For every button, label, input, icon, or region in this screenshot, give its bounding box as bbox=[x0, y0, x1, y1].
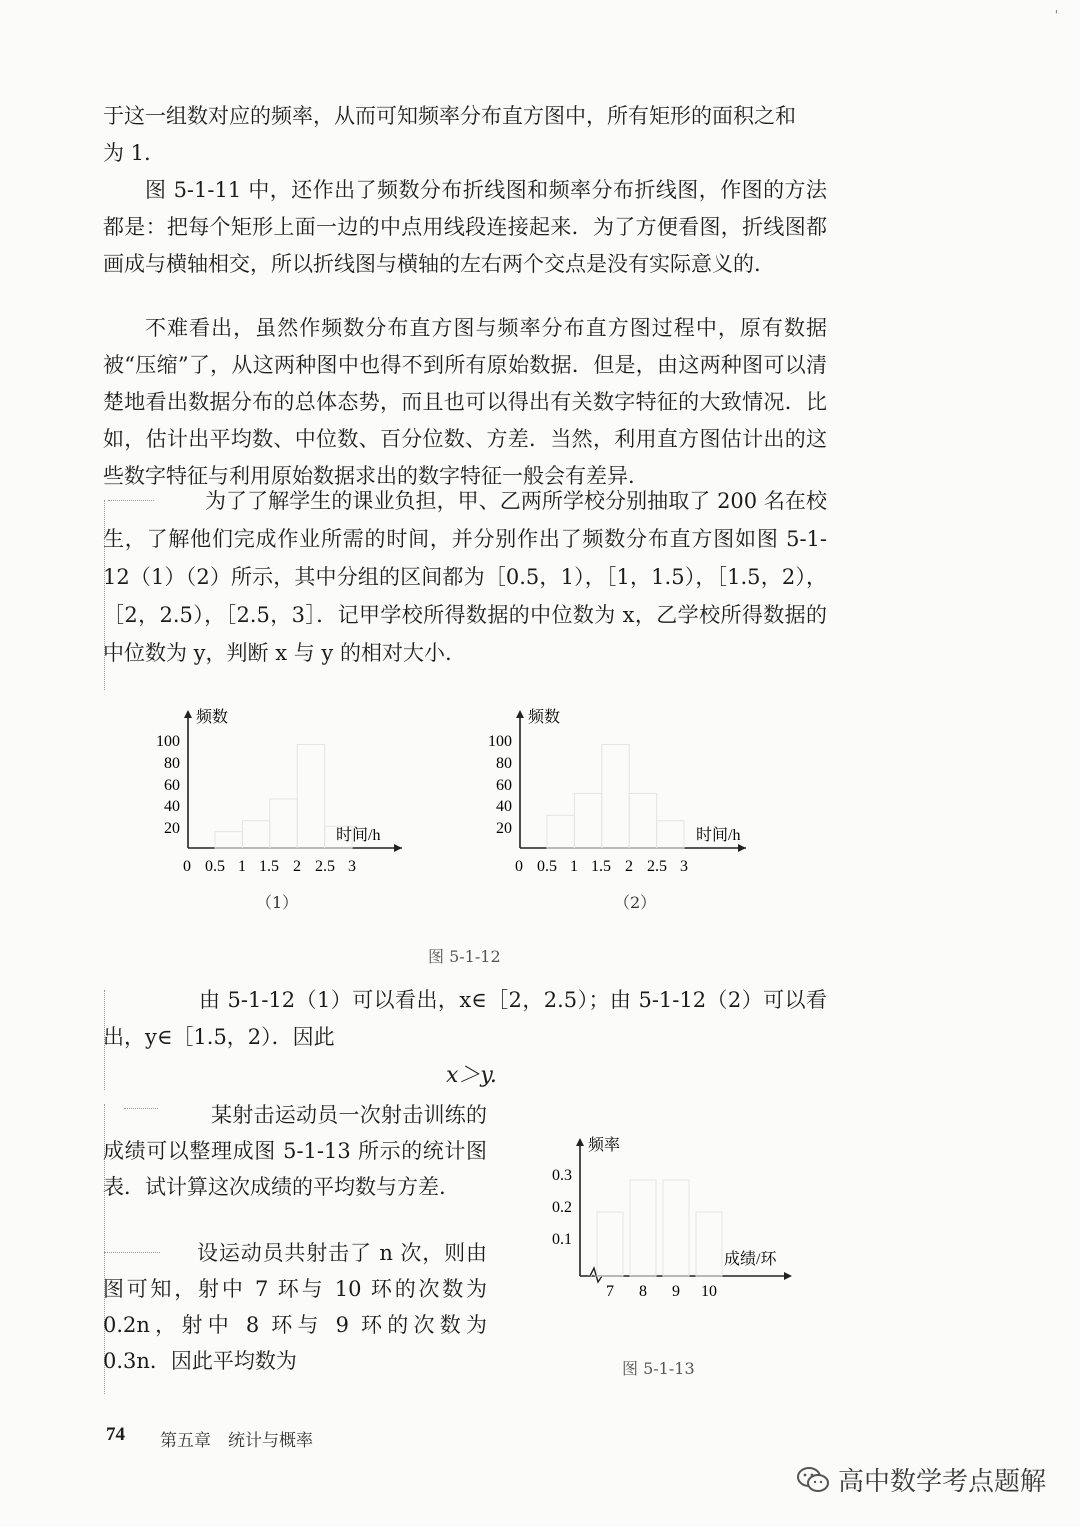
solution-2-text: 设运动员共射击了 n 次，则由图可知，射中 7 环与 10 环的次数为 0.2n，射中 8 环与 9 环的次数为 0.3n．因此平均数为 bbox=[103, 1241, 487, 1373]
histogram-bar bbox=[663, 1180, 689, 1276]
x-tick-0.5: 0.5 bbox=[537, 858, 557, 875]
example-2-text: 某射击运动员一次射击训练的成绩可以整理成图 5-1-13 所示的统计图表．试计算这次成绩的平均数与方差. bbox=[103, 1103, 487, 1199]
bars-chart-2 bbox=[547, 744, 684, 848]
wechat-icon bbox=[796, 1466, 830, 1494]
page-number: 74 bbox=[106, 1424, 125, 1445]
figure-5-1-12-sublabel-1: （1） bbox=[256, 893, 299, 912]
figure-5-1-12 bbox=[140, 700, 780, 880]
paragraph-2 bbox=[103, 172, 827, 283]
x-axis-label: 成绩/环 bbox=[724, 1251, 777, 1268]
x-axis-arrow bbox=[394, 844, 402, 852]
y-axis-label: 频数 bbox=[196, 709, 229, 726]
y-tick-80: 80 bbox=[164, 755, 180, 772]
y-tick-100: 100 bbox=[488, 733, 512, 750]
x-tick-3: 3 bbox=[348, 858, 356, 875]
histogram-bar bbox=[297, 744, 324, 848]
x-axis-label: 时间/h bbox=[696, 827, 741, 844]
y-tick-40: 40 bbox=[164, 798, 180, 815]
x-tick-10: 10 bbox=[701, 1283, 717, 1300]
histogram-bar bbox=[696, 1212, 722, 1276]
x-tick-0: 0 bbox=[183, 858, 191, 875]
y-tick-80: 80 bbox=[496, 755, 512, 772]
histogram-bar bbox=[242, 821, 269, 848]
paragraph-1-line-2: 为 1. bbox=[103, 141, 151, 165]
y-tick-0.3: 0.3 bbox=[552, 1167, 572, 1184]
histogram-bar bbox=[630, 1180, 656, 1276]
histogram-bar bbox=[215, 832, 242, 848]
paragraph-3 bbox=[103, 310, 827, 495]
y-tick-60: 60 bbox=[496, 777, 512, 794]
histogram-bar bbox=[547, 815, 574, 848]
x-tick-1: 1 bbox=[570, 858, 578, 875]
x-tick-8: 8 bbox=[639, 1283, 647, 1300]
x-axis-label: 时间/h bbox=[336, 827, 381, 844]
y-tick-100: 100 bbox=[156, 733, 180, 750]
corner-mark: ' bbox=[1054, 8, 1058, 22]
y-tick-20: 20 bbox=[496, 820, 512, 837]
watermark bbox=[796, 1461, 1046, 1498]
y-axis-arrow bbox=[184, 710, 192, 718]
chapter-title: 第五章 统计与概率 bbox=[160, 1431, 313, 1451]
y-tick-60: 60 bbox=[164, 777, 180, 794]
figure-5-1-13 bbox=[540, 1130, 800, 1310]
histogram-bar bbox=[270, 799, 297, 848]
histogram-bar bbox=[657, 821, 684, 848]
figure-5-1-13-caption: 图 5-1-13 bbox=[622, 1359, 695, 1378]
paragraph-1-line-1: 于这一组数对应的频率，从而可知频率分布直方图中，所有矩形的面积之和 bbox=[103, 104, 796, 128]
x-tick-2: 2 bbox=[293, 858, 301, 875]
example-2 bbox=[103, 1097, 487, 1205]
y-tick-0.2: 0.2 bbox=[552, 1199, 572, 1216]
paragraph-2-text: 图 5-1-11 中，还作出了频数分布折线图和频率分布折线图，作图的方法都是：把每个矩形上面一边的中点用线段连接起来．为了方便看图，折线图都画成与横轴相交，所以折线图与横轴的左右两个交点是没有实际意义的. bbox=[103, 178, 827, 276]
solution-1 bbox=[103, 982, 827, 1056]
y-axis-label: 频率 bbox=[588, 1137, 621, 1154]
y-axis-label: 频数 bbox=[528, 709, 561, 726]
y-tick-20: 20 bbox=[164, 820, 180, 837]
x-tick-7: 7 bbox=[606, 1283, 614, 1300]
x-tick-0: 0 bbox=[515, 858, 523, 875]
bars-chart-3 bbox=[597, 1180, 722, 1276]
x-tick-1.5: 1.5 bbox=[591, 858, 611, 875]
chart-5-1-12-2 bbox=[488, 708, 746, 875]
paragraph-1 bbox=[103, 98, 827, 172]
example-1-text: 为了了解学生的课业负担，甲、乙两所学校分别抽取了 200 名在校生，了解他们完成作业所需的时间，并分别作出了频数分布直方图如图 5-1-12（1）（2）所示，其中分组的区间都为［0.5，1），［1，1.5），［1.5，2），［2，2.5），［2.5，3］．记甲学校所得数据的中位数为 x，乙学校所得数据的中位数为 y，判断 x 与 y 的相对大小. bbox=[103, 489, 827, 665]
paragraph-3-text: 不难看出，虽然作频数分布直方图与频率分布直方图过程中，原有数据被“压缩”了，从这两种图中也得不到所有原始数据．但是，由这两种图可以清楚地看出数据分布的总体态势，而且也可以得出有关数字特征的大致情况．比如，估计出平均数、中位数、百分位数、方差．当然，利用直方图估计出的这些数字特征与利用原始数据求出的数字特征一般会有差异. bbox=[103, 316, 827, 488]
figure-5-1-12-sublabel-2: （2） bbox=[614, 893, 657, 912]
histogram-bar bbox=[574, 794, 601, 849]
x-tick-2: 2 bbox=[625, 858, 633, 875]
x-axis-arrow bbox=[738, 844, 746, 852]
x-tick-9: 9 bbox=[672, 1283, 680, 1300]
watermark-text: 高中数学考点题解 bbox=[837, 1467, 1046, 1497]
solution-2 bbox=[103, 1235, 487, 1379]
formula-x-gt-y: x＞y. bbox=[446, 1063, 497, 1088]
bars-chart-1 bbox=[215, 744, 352, 848]
x-tick-2.5: 2.5 bbox=[647, 858, 667, 875]
y-axis-arrow bbox=[576, 1138, 584, 1146]
chart-5-1-12-1 bbox=[156, 708, 402, 875]
histogram-bar bbox=[597, 1212, 623, 1276]
x-tick-3: 3 bbox=[680, 858, 688, 875]
x-tick-0.5: 0.5 bbox=[205, 858, 225, 875]
x-tick-1.5: 1.5 bbox=[259, 858, 279, 875]
y-tick-0.1: 0.1 bbox=[552, 1231, 572, 1248]
histogram-bar bbox=[629, 794, 656, 849]
solution-1-text: 由 5-1-12（1）可以看出，x∈［2，2.5）；由 5-1-12（2）可以看出，y∈［1.5，2）．因此 bbox=[103, 988, 827, 1049]
x-axis-arrow bbox=[784, 1272, 792, 1280]
histogram-bar bbox=[602, 744, 629, 848]
y-axis-arrow bbox=[516, 710, 524, 718]
x-tick-2.5: 2.5 bbox=[315, 858, 335, 875]
figure-5-1-12-caption: 图 5-1-12 bbox=[428, 947, 501, 966]
y-tick-40: 40 bbox=[496, 798, 512, 815]
example-1 bbox=[103, 482, 827, 672]
x-tick-1: 1 bbox=[238, 858, 246, 875]
